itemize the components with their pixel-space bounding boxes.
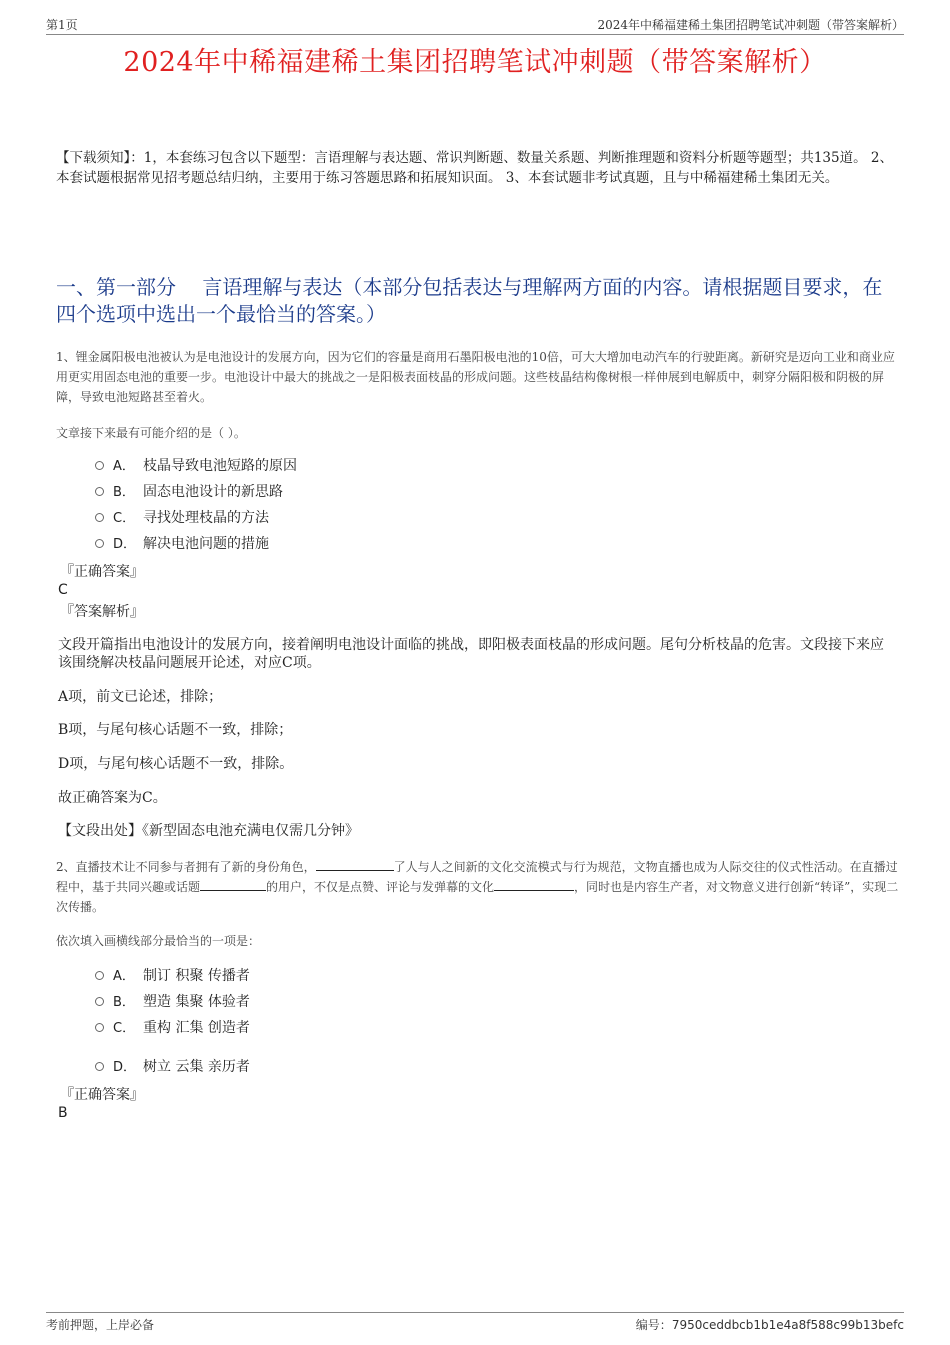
header-doc-title: 2024年中稀福建稀土集团招聘笔试冲刺题（带答案解析） xyxy=(597,18,904,32)
question-2-correct-label: 『正确答案』 xyxy=(60,1087,144,1103)
question-1-note-a: A项，前文已论述，排除； xyxy=(58,689,223,705)
question-1-option-d[interactable]: D． 解决电池问题的措施 xyxy=(95,534,269,555)
footer-code: 编号：7950ceddbcb1b1e4a8f588c99b13befc xyxy=(635,1318,904,1332)
download-notice: 【下载须知】：1，本套练习包含以下题型：言语理解与表达题、常识判断题、数量关系题、判断推理题和资料分析题等题型；共135道。 2、本套试题根据常见招考题总结归纳，主要用于练习答题思路和拓展知识面。 3、本套试题非考试真题，且与中稀福建稀土集团无关。 xyxy=(56,150,893,186)
question-1-answer: C xyxy=(58,582,68,598)
question-1-option-b[interactable]: B． 固态电池设计的新思路 xyxy=(95,482,283,503)
question-2-option-d[interactable]: D． 树立 云集 亲历者 xyxy=(95,1057,250,1078)
question-2-option-b[interactable]: B． 塑造 集聚 体验者 xyxy=(95,992,250,1013)
question-1-analysis: 文段开篇指出电池设计的发展方向，接着阐明电池设计面临的挑战，即阳极表面枝晶的形成问题。尾句分析枝晶的危害。文段接下来应该围绕解决枝晶问题展开论述，对应C项。 xyxy=(58,637,884,671)
radio-icon[interactable] xyxy=(95,997,104,1006)
radio-icon[interactable] xyxy=(95,1023,104,1032)
page-header xyxy=(46,14,904,35)
footer-slogan: 考前押题，上岸必备 xyxy=(46,1318,155,1332)
question-2-answer: B xyxy=(58,1105,68,1121)
fill-blank-2 xyxy=(200,878,266,891)
question-2-option-a[interactable]: A． 制订 积聚 传播者 xyxy=(95,966,250,987)
radio-icon[interactable] xyxy=(95,487,104,496)
question-1-note-d: D项，与尾句核心话题不一致，排除。 xyxy=(58,756,294,772)
question-1-analysis-label: 『答案解析』 xyxy=(60,604,144,620)
question-1-text: 1、锂金属阳极电池被认为是电池设计的发展方向，因为它们的容量是商用石墨阳极电池的10倍，可大大增加电动汽车的行驶距离。新研究是迈向工业和商业应用更实用固态电池的重要一步。电池设计中最大的挑战之一是阳极表面枝晶的形成问题。这些枝晶结构像树根一样伸展到电解质中，刺穿分隔阳极和阴极的屏障，导致电池短路甚至着火。 xyxy=(56,350,895,404)
question-1-source: 【文段出处】《新型固态电池充满电仅需几分钟》 xyxy=(58,823,359,839)
fill-blank-1 xyxy=(316,858,394,871)
radio-icon[interactable] xyxy=(95,971,104,980)
radio-icon[interactable] xyxy=(95,461,104,470)
fill-blank-3 xyxy=(494,878,574,891)
question-2-prompt: 依次填入画横线部分最恰当的一项是： xyxy=(56,934,261,948)
question-2-option-c[interactable]: C． 重构 汇集 创造者 xyxy=(95,1018,250,1039)
radio-icon[interactable] xyxy=(95,513,104,522)
question-1-note-b: B项，与尾句核心话题不一致，排除； xyxy=(58,722,293,738)
question-2-text: 2、直播技术让不同参与者拥有了新的身份角色， 了人与人之间新的文化交流模式与行为规范，文物直播也成为人际交往的仪式性活动。在直播过程中，基于共同兴趣或话题 的用户，不仅是点赞、评论与发弹幕的文化 ，同时也是内容生产者，对文物意义进行创新“转译”，实现二次传播。 xyxy=(56,860,899,914)
radio-icon[interactable] xyxy=(95,539,104,548)
page-number: 第1页 xyxy=(46,18,78,32)
question-1-option-c[interactable]: C． 寻找处理枝晶的方法 xyxy=(95,508,269,529)
page-footer xyxy=(46,1312,904,1333)
page-title: 2024年中稀福建稀土集团招聘笔试冲刺题（带答案解析） xyxy=(123,47,827,78)
question-1-correct-label: 『正确答案』 xyxy=(60,564,144,580)
radio-icon[interactable] xyxy=(95,1062,104,1071)
question-1-prompt: 文章接下来最有可能介绍的是（ ）。 xyxy=(56,426,246,440)
question-1-conclusion: 故正确答案为C。 xyxy=(58,790,167,806)
section-heading: 一、第一部分 言语理解与表达（本部分包括表达与理解两方面的内容。请根据题目要求，在四个选项中选出一个最恰当的答案。） xyxy=(56,275,883,326)
question-1-option-a[interactable]: A． 枝晶导致电池短路的原因 xyxy=(95,456,297,477)
